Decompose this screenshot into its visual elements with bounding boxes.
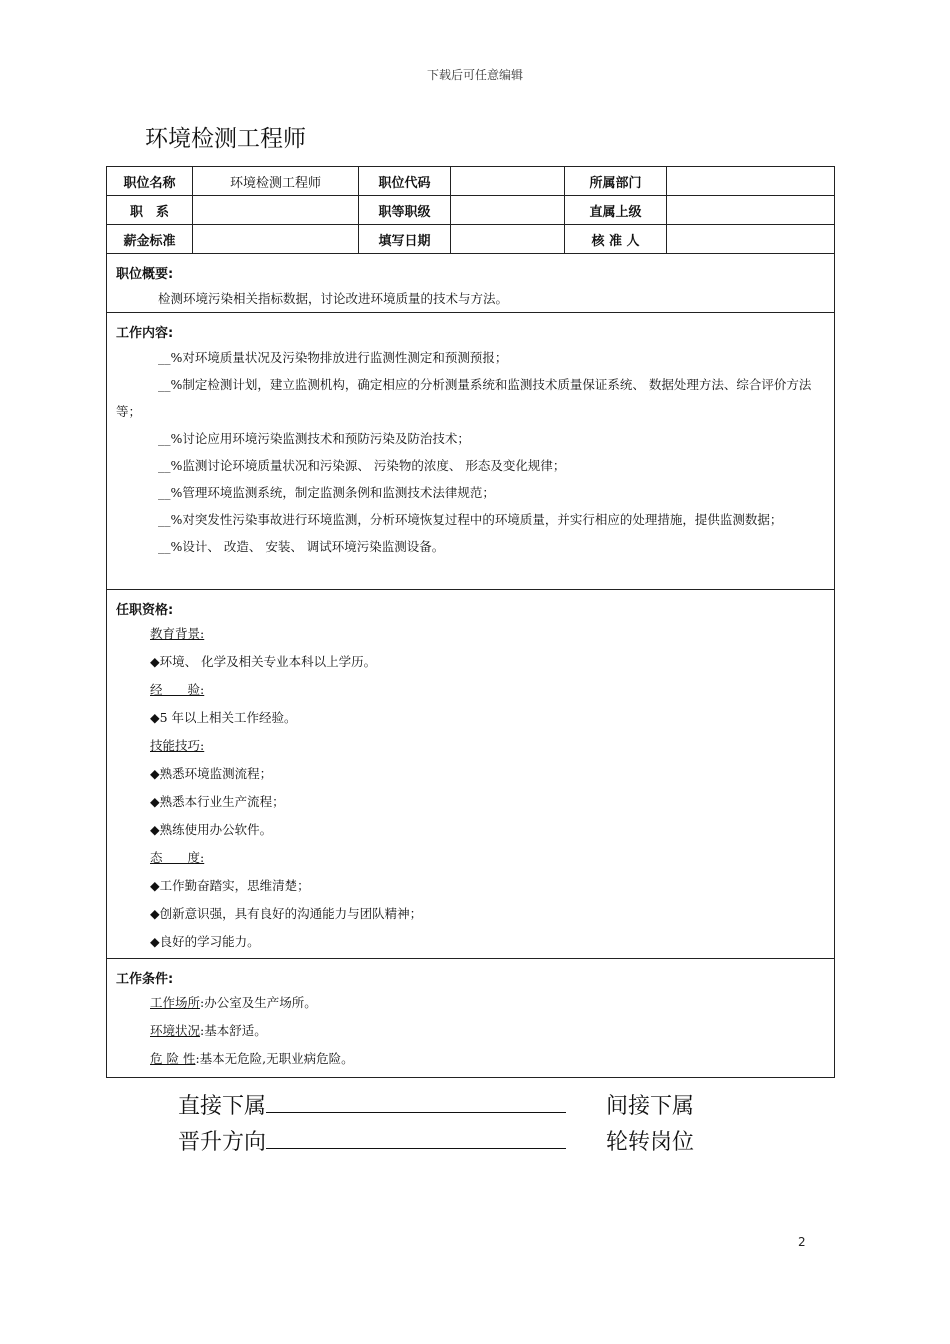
qualifications-section: [107, 590, 835, 959]
skills-subheading: 技能技巧:: [150, 738, 205, 753]
duty-item: __%对环境质量状况及污染物排放进行监测性测定和预测预报；: [158, 350, 508, 365]
info-row-2: [107, 196, 835, 225]
duties-list: [107, 341, 834, 560]
qualifications-heading: 任职资格:: [116, 603, 174, 618]
promotion-line: [178, 1125, 566, 1156]
page-number: 2: [798, 1235, 806, 1249]
promotion-label: 晋升方向: [178, 1130, 267, 1155]
attitude-item: ◆工作勤奋踏实，思维清楚；: [150, 878, 310, 893]
position-code-value: [451, 167, 565, 196]
approver-value: [667, 225, 835, 254]
direct-supervisor-value: [667, 196, 835, 225]
duty-item: __%讨论应用环境污染监测技术和预防污染及防治技术；: [158, 431, 470, 446]
position-name-value: 环境检测工程师: [193, 167, 359, 196]
overview-text: 检测环境污染相关指标数据，讨论改进环境质量的技术与方法。: [158, 291, 509, 306]
indirect-subordinate-label: 间接下属: [606, 1094, 695, 1119]
duty-item: __%制定检测计划，建立监测机构，确定相应的分析测量系统和监测技术质量保证系统、 数据处理方法、综合评价方法等；: [116, 377, 812, 419]
info-row-3: [107, 225, 835, 254]
job-series-label: 职 系: [107, 196, 193, 225]
duty-item: __%对突发性污染事故进行环境监测，分析环境恢复过程中的环境质量，并实行相应的处理措施，提供监测数据；: [158, 512, 783, 527]
duty-item: __%设计、 改造、 安装、 调试环境污染监测设备。: [158, 539, 445, 554]
fill-date-label: 填写日期: [359, 225, 451, 254]
department-label: 所属部门: [565, 167, 667, 196]
condition-environment: 环境状况:基本舒适。: [150, 1023, 267, 1038]
duty-item: __%管理环境监测系统，制定监测条例和监测技术法律规范；: [158, 485, 495, 500]
overview-row: [107, 254, 835, 313]
overview-section: [107, 254, 835, 313]
direct-subordinate-label: 直接下属: [178, 1094, 267, 1119]
conditions-heading: 工作条件:: [116, 972, 174, 987]
job-series-value: [193, 196, 359, 225]
conditions-section: [107, 959, 835, 1078]
document-title: 环境检测工程师: [145, 126, 306, 152]
education-subheading: 教育背景:: [150, 626, 205, 641]
experience-item: ◆5 年以上相关工作经验。: [150, 710, 297, 725]
grade-value: [451, 196, 565, 225]
qualifications-row: [107, 590, 835, 959]
duty-item: __%监测讨论环境质量状况和污染源、 污染物的浓度、 形态及变化规律；: [158, 458, 566, 473]
overview-heading: 职位概要:: [116, 267, 174, 282]
direct-supervisor-label: 直属上级: [565, 196, 667, 225]
experience-subheading: 经 验:: [150, 682, 205, 697]
job-description-table: [106, 166, 835, 1078]
salary-label: 薪金标准: [107, 225, 193, 254]
attitude-item: ◆创新意识强，具有良好的沟通能力与团队精神；: [150, 906, 423, 921]
direct-subordinate-line: [178, 1089, 566, 1120]
attitude-item: ◆良好的学习能力。: [150, 934, 260, 949]
conditions-row: [107, 959, 835, 1078]
duties-section: [107, 313, 835, 590]
approver-label: 核 准 人: [565, 225, 667, 254]
duties-row: [107, 313, 835, 590]
fill-date-value: [451, 225, 565, 254]
salary-value: [193, 225, 359, 254]
condition-hazard: 危 险 性:基本无危险,无职业病危险。: [150, 1051, 354, 1066]
skill-item: ◆熟练使用办公软件。: [150, 822, 273, 837]
header-note: 下载后可任意编辑: [426, 68, 523, 82]
skill-item: ◆熟悉环境监测流程；: [150, 766, 273, 781]
rotation-label: 轮转岗位: [606, 1130, 695, 1155]
education-item: ◆环境、 化学及相关专业本科以上学历。: [150, 654, 377, 669]
info-row-1: [107, 167, 835, 196]
grade-label: 职等职级: [359, 196, 451, 225]
department-value: [667, 167, 835, 196]
condition-workplace: 工作场所:办公室及生产场所。: [150, 995, 317, 1010]
direct-subordinate-blank: [266, 1092, 566, 1113]
position-name-label: 职位名称: [107, 167, 193, 196]
skill-item: ◆熟悉本行业生产流程；: [150, 794, 285, 809]
attitude-subheading: 态 度:: [150, 850, 205, 865]
position-code-label: 职位代码: [359, 167, 451, 196]
duties-heading: 工作内容:: [116, 326, 174, 341]
promotion-blank: [266, 1128, 566, 1149]
